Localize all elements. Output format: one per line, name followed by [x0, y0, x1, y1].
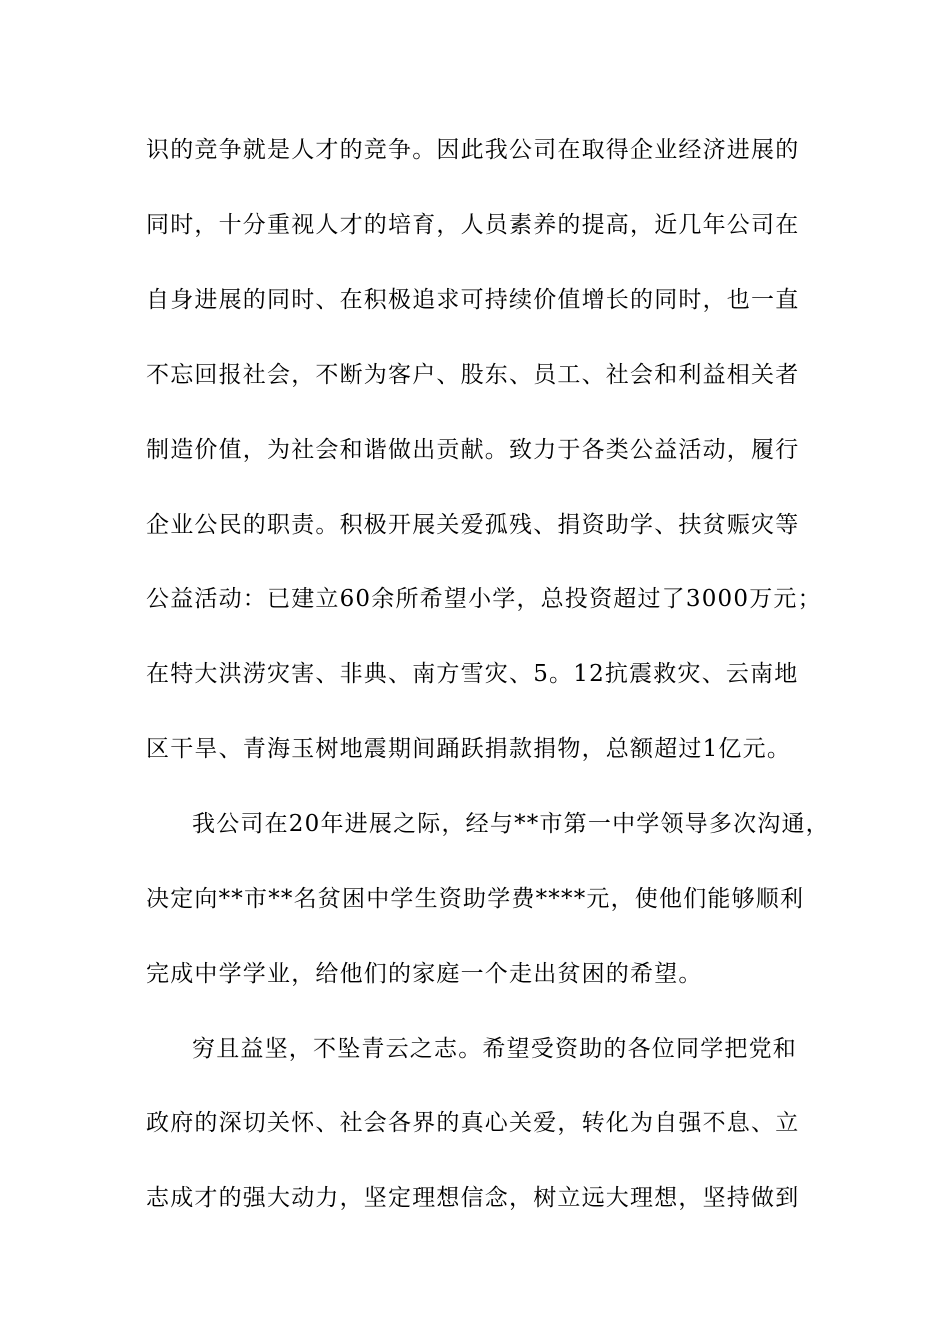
text-line: 政府的深切关怀、社会各界的真心关爱，转化为自强不息、立: [146, 1110, 800, 1136]
text-line: 同时，十分重视人才的培育，人员素养的提高，近几年公司在: [146, 212, 800, 238]
text-line: 企业公民的职责。积极开展关爱孤残、捐资助学、扶贫赈灾等: [146, 512, 800, 538]
text-line: 完成中学学业，给他们的家庭一个走出贫困的希望。: [146, 961, 703, 987]
paragraph-start-line: 穷且益坚，不坠青云之志。希望受资助的各位同学把党和: [192, 1036, 797, 1062]
text-line: 志成才的强大动力，坚定理想信念，树立远大理想，坚持做到: [146, 1185, 800, 1211]
text-line: 识的竞争就是人才的竞争。因此我公司在取得企业经济进展的: [146, 137, 800, 163]
text-line: 制造价值，为社会和谐做出贡献。致力于各类公益活动，履行: [146, 437, 800, 463]
text-line: 自身进展的同时、在积极追求可持续价值增长的同时，也一直: [146, 287, 800, 313]
text-line: 公益活动：已建立60余所希望小学，总投资超过了3000万元；: [146, 586, 822, 612]
text-line: 在特大洪涝灾害、非典、南方雪灾、5。12抗震救灾、云南地: [146, 661, 799, 687]
text-line: 决定向**市**名贫困中学生资助学费****元，使他们能够顺利: [146, 886, 805, 912]
paragraph-start-line: 我公司在20年进展之际，经与**市第一中学领导多次沟通，: [192, 811, 830, 837]
text-line: 不忘回报社会，不断为客户、股东、员工、社会和利益相关者: [146, 362, 800, 388]
text-line: 区干旱、青海玉树地震期间踊跃捐款捐物，总额超过1亿元。: [146, 736, 792, 762]
